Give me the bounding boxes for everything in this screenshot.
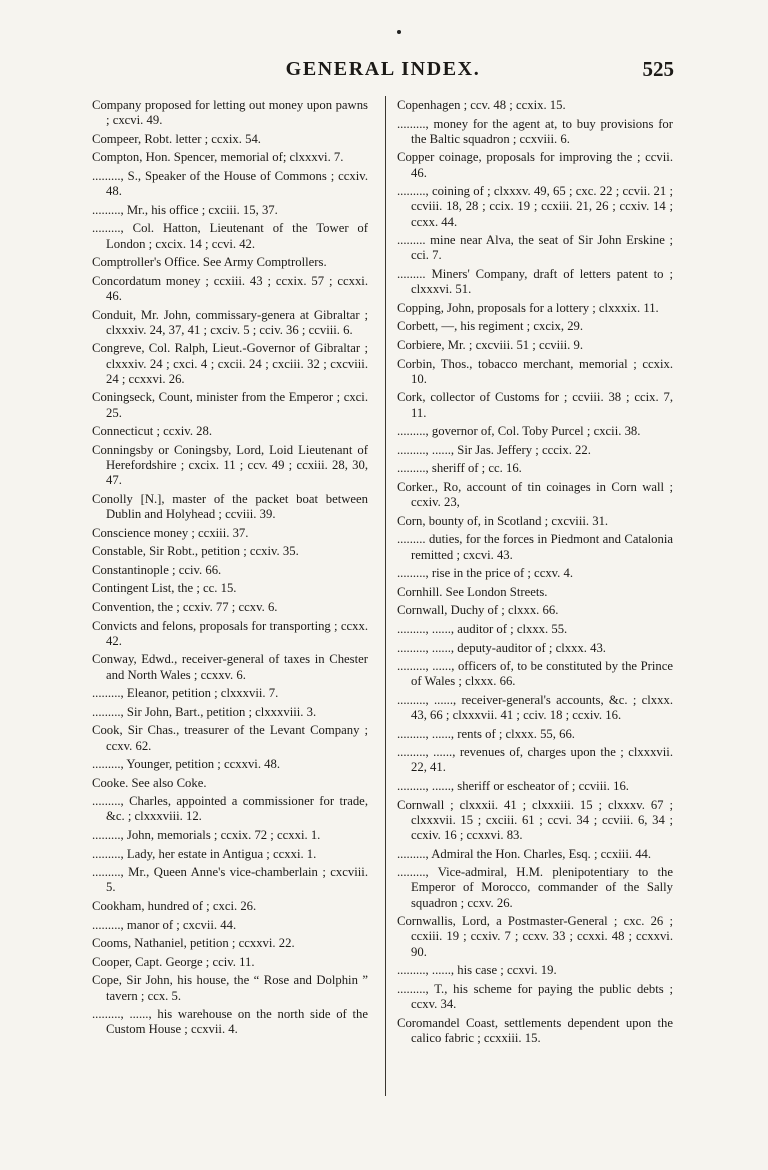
- index-entry: ........., Charles, appointed a commissioner for trade, &c. ; clxxxviii. 12.: [92, 794, 368, 824]
- index-entry: Constantinople ; cciv. 66.: [92, 562, 222, 577]
- index-entry: Corbett, —, his regiment ; cxcix, 29.: [397, 319, 584, 334]
- index-entry: Coromandel Coast, settlements dependent upon the calico fabric ; ccxxiii. 15.: [397, 1015, 673, 1045]
- index-entry: Concordatum money ; ccxiii. 43 ; ccxix. 57 ; ccxxi. 46.: [92, 273, 368, 303]
- index-entry: Copper coinage, proposals for improving the ; ccvii. 46.: [397, 150, 673, 180]
- index-entry: ........., ......, officers of, to be constituted by the Prince of Wales ; clxxx. 66.: [397, 659, 673, 689]
- page-header: [92, 58, 674, 86]
- index-entry: ........., Sir John, Bart., petition ; clxxxviii. 3.: [92, 704, 317, 719]
- index-entry: ........., Younger, petition ; ccxxvi. 48.: [92, 757, 281, 772]
- index-entry: Conway, Edwd., receiver-general of taxes in Chester and North Wales ; ccxxv. 6.: [92, 652, 368, 682]
- index-entry: ........., ......, his case ; ccxvi. 19.: [397, 963, 557, 978]
- index-entry: Corker., Ro, account of tin coinages in Corn wall ; ccxiv. 23,: [397, 479, 673, 510]
- index-entry: ........., rise in the price of ; ccxv. 4.: [397, 566, 574, 581]
- index-entry: Conolly [N.], master of the packet boat between Dublin and Holyhead ; ccviii. 39.: [92, 491, 368, 521]
- index-entry: Cookham, hundred of ; cxci. 26.: [92, 899, 257, 914]
- right-column: [397, 98, 673, 1049]
- index-entry: ........., Lady, her estate in Antigua ; ccxxi. 1.: [92, 846, 317, 861]
- index-entry: ........., ......, receiver-general's accounts, &c. ; clxxx. 43, 66 ; clxxxvii. 41 ; cciv. 18 ; ccxiv. 16.: [397, 692, 673, 723]
- index-entry: ......... mine near Alva, the seat of Sir John Erskine ; cci. 7.: [397, 233, 673, 263]
- index-entry: ........., sheriff of ; cc. 16.: [397, 461, 522, 476]
- index-entry: Cornwallis, Lord, a Postmaster-General ; cxc. 26 ; ccxiii. 19 ; ccxiv. 7 ; ccxv. 33 ; ccxxi. 48 ; ccxxvi. 90.: [397, 914, 673, 959]
- index-entry: ........., ......, rents of ; clxxx. 55, 66.: [397, 726, 575, 741]
- index-entry: ........., ......, deputy-auditor of ; clxxx. 43.: [397, 640, 606, 655]
- index-entry: ........., coining of ; clxxxv. 49, 65 ; cxc. 22 ; ccvii. 21 ; ccviii. 18, 28 ; ccix. 19 ; ccxiii. 21, 26 ; ccxiv. 14 ; ccxx. 44.: [397, 184, 673, 229]
- index-entry: ........., ......, revenues of, charges upon the ; clxxxvii. 22, 41.: [397, 745, 673, 775]
- index-entry: Convention, the ; ccxiv. 77 ; ccxv. 6.: [92, 599, 278, 614]
- index-entry: Conscience money ; ccxiii. 37.: [92, 525, 249, 540]
- index-entry: ........., Col. Hatton, Lieutenant of the Tower of London ; cxcix. 14 ; ccvi. 42.: [92, 221, 368, 251]
- index-entry: ........., John, memorials ; ccxix. 72 ; ccxxi. 1.: [92, 828, 321, 843]
- index-entry: ........., T., his scheme for paying the public debts ; ccxv. 34.: [397, 981, 673, 1012]
- index-entry: Cope, Sir John, his house, the “ Rose and Dolphin ” tavern ; ccx. 5.: [92, 973, 368, 1003]
- index-entry: ........., ......, his warehouse on the north side of the Custom House ; ccxvii. 4.: [92, 1007, 368, 1037]
- index-entry: ........., Vice-admiral, H.M. plenipotentiary to the Emperor of Morocco, commander of the Sally squadron ; ccxv. 26.: [397, 865, 673, 910]
- ink-dot: [397, 30, 401, 34]
- index-entry: Conduit, Mr. John, commissary-genera at Gibraltar ; clxxxiv. 24, 37, 41 ; cxciv. 5 ; cciv. 36 ; ccviii. 6.: [92, 307, 368, 337]
- index-entry: Cornwall ; clxxxii. 41 ; clxxxiii. 15 ; clxxxv. 67 ; clxxxvii. 15 ; cxciii. 61 ; ccvi. 34 ; ccviii. 6, 34 ; ccxiv. 16 ; ccxxvi. 83.: [397, 797, 673, 843]
- index-entry: Corbiere, Mr. ; cxcviii. 51 ; ccviii. 9.: [397, 337, 584, 352]
- index-entry: Compeer, Robt. letter ; ccxix. 54.: [92, 131, 261, 146]
- index-entry: Cooke. See also Coke.: [92, 775, 207, 790]
- index-entry: ........., ......, sheriff or escheator of ; ccviii. 16.: [397, 779, 629, 794]
- index-entry: Cooms, Nathaniel, petition ; ccxxvi. 22.: [92, 936, 295, 951]
- index-entry: Contingent List, the ; cc. 15.: [92, 581, 237, 596]
- index-entry: Corbin, Thos., tobacco merchant, memorial ; ccxix. 10.: [397, 356, 673, 386]
- index-entry: ........., Mr., Queen Anne's vice-chamberlain ; cxcviii. 5.: [92, 865, 368, 895]
- left-column: [92, 98, 368, 1041]
- index-entry: Cook, Sir Chas., treasurer of the Levant Company ; ccxv. 62.: [92, 723, 368, 753]
- index-entry: ........., ......, auditor of ; clxxx. 55.: [397, 621, 568, 636]
- index-entry: ........., Admiral the Hon. Charles, Esq. ; ccxiii. 44.: [397, 846, 652, 861]
- index-entry: ........., ......, Sir Jas. Jeffery ; cccix. 22.: [397, 442, 591, 457]
- index-entry: ........., governor of, Col. Toby Purcel ; cxcii. 38.: [397, 424, 641, 439]
- page-title: GENERAL INDEX.: [285, 58, 481, 80]
- index-entry: ......... Miners' Company, draft of letters patent to ; clxxxvi. 51.: [397, 266, 673, 297]
- index-entry: Copping, John, proposals for a lottery ; clxxxix. 11.: [397, 300, 659, 315]
- index-entry: ......... duties, for the forces in Piedmont and Catalonia remitted ; cxcvi. 43.: [397, 532, 673, 562]
- index-entry: ........., money for the agent at, to buy provisions for the Baltic squadron ; ccxviii. 6.: [397, 116, 673, 146]
- index-entry: ........., Mr., his office ; cxciii. 15, 37.: [92, 202, 278, 217]
- index-entry: Cornwall, Duchy of ; clxxx. 66.: [397, 603, 559, 618]
- index-entry: Cooper, Capt. George ; cciv. 11.: [92, 954, 255, 969]
- page-number: 525: [642, 57, 674, 81]
- index-entry: ........., manor of ; cxcvii. 44.: [92, 917, 237, 932]
- index-entry: Conningsby or Coningsby, Lord, Loid Lieutenant of Herefordshire ; cxcix. 11 ; ccv. 49 ; ccxiii. 28, 30, 47.: [92, 442, 368, 488]
- index-entry: Constable, Sir Robt., petition ; ccxiv. 35.: [92, 544, 299, 559]
- index-entry: Copenhagen ; ccv. 48 ; ccxix. 15.: [397, 98, 566, 112]
- index-entry: ........., Eleanor, petition ; clxxxvii. 7.: [92, 686, 279, 701]
- index-entry: Convicts and felons, proposals for transporting ; ccxx. 42.: [92, 618, 368, 648]
- index-entry: Cork, collector of Customs for ; ccviii. 38 ; ccix. 7, 11.: [397, 390, 673, 420]
- index-entry: Corn, bounty of, in Scotland ; cxcviii. 31.: [397, 513, 609, 528]
- index-entry: Comptroller's Office. See Army Comptrollers.: [92, 255, 327, 270]
- index-entry: ........., S., Speaker of the House of Commons ; ccxiv. 48.: [92, 168, 368, 199]
- index-entry: Cornhill. See London Streets.: [397, 584, 548, 599]
- index-entry: Congreve, Col. Ralph, Lieut.-Governor of Gibraltar ; clxxxiv. 24 ; cxci. 4 ; cxcii. 24 ; cxciii. 32 ; cxcviii. 24 ; ccxxvi. 26.: [92, 341, 368, 386]
- index-entry: Company proposed for letting out money upon pawns ; cxcvi. 49.: [92, 98, 368, 128]
- index-entry: Coningseck, Count, minister from the Emperor ; cxci. 25.: [92, 390, 368, 420]
- index-entry: Compton, Hon. Spencer, memorial of; clxxxvi. 7.: [92, 150, 344, 165]
- index-entry: Connecticut ; ccxiv. 28.: [92, 424, 213, 439]
- column-divider: [385, 96, 386, 1096]
